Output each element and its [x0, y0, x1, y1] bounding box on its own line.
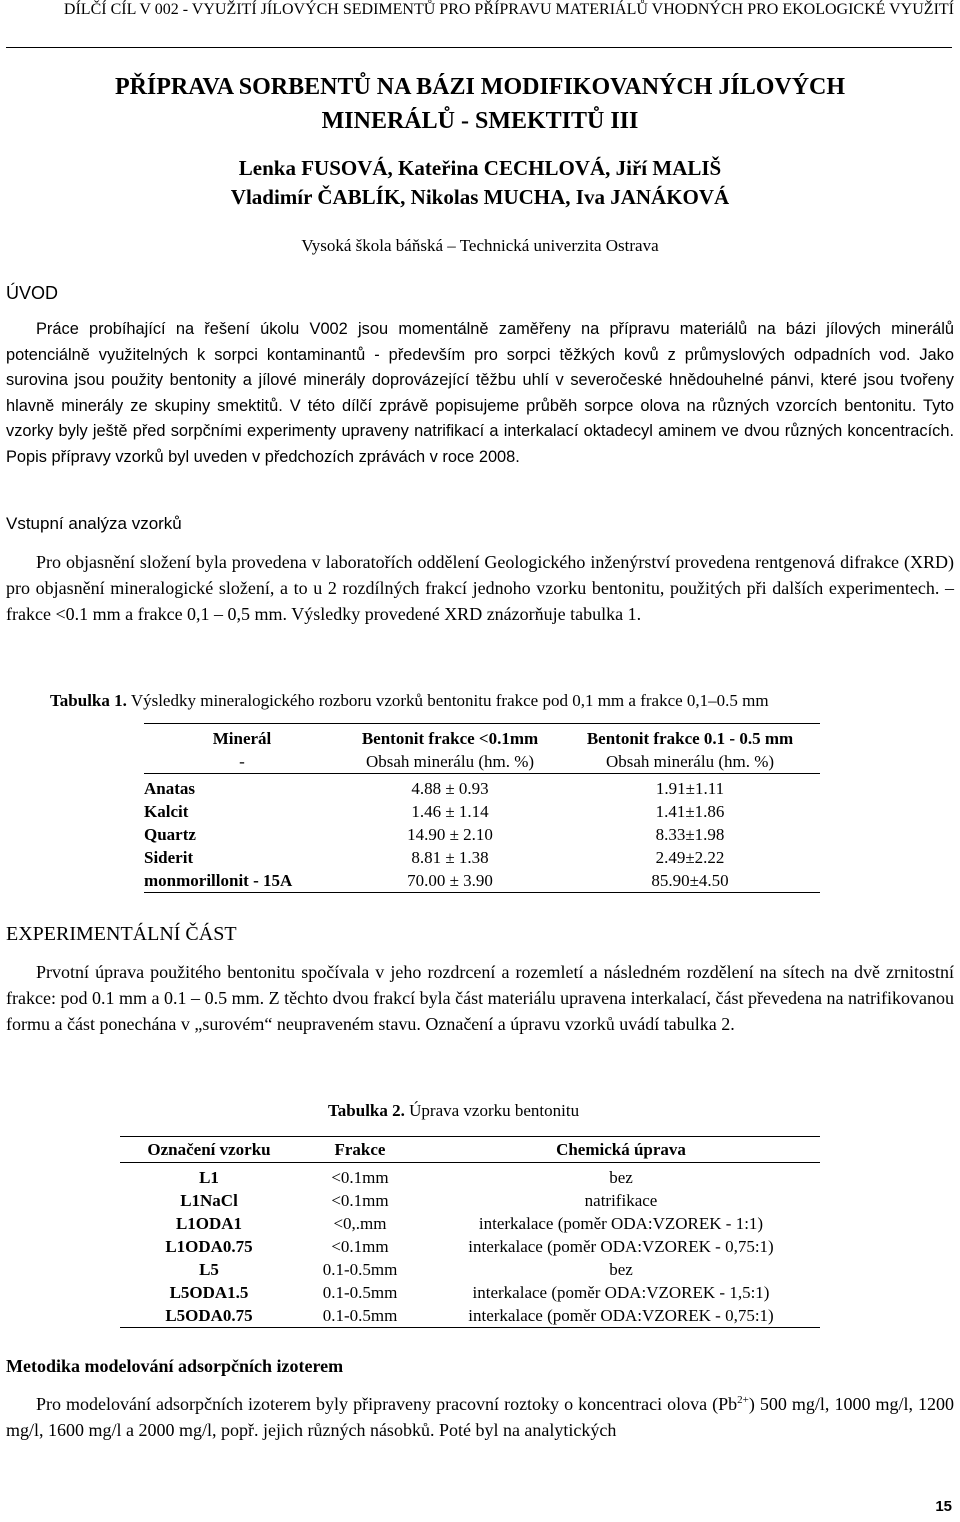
table1-header-row [144, 724, 820, 750]
table-row [120, 1281, 820, 1304]
article-title-line1: PŘÍPRAVA SORBENTŮ NA BÁZI MODIFIKOVANÝCH JÍLOVÝCH [114, 74, 846, 100]
paragraph-uvod: Práce probíhající na řešení úkolu V002 jsou momentálně zaměřeny na přípravu materiálů na bázi jílových minerálů potenciálně využitelných k sorpci kontaminantů - především pro sorpci těžkých kovů z průmyslových odpadních vod. Jako surovina jsou použity bentonity a jílové minerály doprovázející těžbu uhlí v severočeské hnědouhelné pánvi, které jsou tvořeny hlavně minerály ze skupiny smektitů. V této dílčí zprávě popisujeme průběh sorpce olova na různých vzorcích bentonitu. Tyto vzorky byly ještě před sorpčními experimenty upraveny natrifikací a interkalací oktadecyl aminem ve dvou různých koncentracích. Popis přípravy vzorků byl uveden v předchozích zprávách v roce 2008. [6, 320, 954, 466]
table2-caption-label: Tabulka 2. [328, 1101, 405, 1120]
table1-coarse: 1.41±1.86 [655, 802, 725, 821]
table1-caption [50, 690, 950, 712]
section-heading-experimental: EXPERIMENTÁLNÍ ČÁST [6, 923, 237, 945]
table1-coarse: 85.90±4.50 [560, 869, 820, 893]
page-number: 15 [935, 1498, 952, 1515]
paragraph-vstupni: Pro objasnění složení byla provedena v laboratořích oddělení Geologického inženýrství provedena rentgenová difrakce (XRD) pro objasnění mineralogické složení, a to u 2 rozdílných frakcí jednoho vzorku bentonitu, použitých při dalších experimentech. – frakce <0.1 mm a frakce 0,1 – 0,5 mm. Výsledky provedené XRD znázorňuje tabulka 1. [6, 552, 954, 624]
table1-col-mineral: Minerál [212, 729, 272, 748]
table2-treatment: interkalace (poměr ODA:VZOREK - 1,5:1) [472, 1283, 770, 1302]
section-heading-vstupni: Vstupní analýza vzorků [6, 514, 182, 533]
table1-sub-fine: Obsah minerálu (hm. %) [340, 750, 560, 774]
article-authors [0, 154, 960, 212]
sample-table [120, 1136, 820, 1328]
table2-fraction: <0,.mm [333, 1214, 387, 1233]
table1-caption-label: Tabulka 1. [50, 691, 127, 710]
table1-caption-text: Výsledky mineralogického rozboru vzorků bentonitu frakce pod 0,1 mm a frakce 0,1–0.5 mm [126, 691, 769, 710]
article-title-line2: MINERÁLŮ - SMEKTITŮ III [321, 108, 639, 134]
table1-mineral: Anatas [144, 779, 196, 798]
table-row [144, 823, 820, 846]
table1-sub-coarse: Obsah minerálu (hm. %) [560, 750, 820, 774]
metodika-text-part1: Pro modelování adsorpčních izoterem byly připraveny pracovní roztoky o koncentraci olova (Pb [36, 1394, 738, 1414]
table2-fraction: <0.1mm [331, 1237, 389, 1256]
table2-treatment: interkalace (poměr ODA:VZOREK - 0,75:1) [468, 1237, 774, 1256]
table2-header-row [120, 1137, 820, 1163]
table2-treatment: interkalace (poměr ODA:VZOREK - 0,75:1) [422, 1304, 820, 1328]
paragraph-experimental: Prvotní úprava použitého bentonitu spočívala v jeho rozdrcení a rozemletí a následném rozdělení na sítech na dvě zrnitostní frakce: pod 0.1 mm a 0.1 – 0.5 mm. Z těchto dvou frakcí byla část materiálu upravena interkalací, část převedena na natrifikovanou formu a část ponechána v „surovém“ neupraveném stavu. Označení a úpravu vzorků uvádí tabulka 2. [6, 962, 954, 1034]
table-row [144, 869, 820, 893]
table1-col-fine: Bentonit frakce <0.1mm [361, 729, 539, 748]
table1-subheader-row [144, 750, 820, 774]
table1-coarse: 1.91±1.11 [655, 779, 725, 798]
table1-coarse: 2.49±2.22 [655, 848, 725, 867]
table2-sample: L5ODA0.75 [120, 1304, 298, 1328]
table2-treatment: interkalace (poměr ODA:VZOREK - 1:1) [478, 1214, 764, 1233]
table-row [144, 846, 820, 869]
table1-mineral: Quartz [144, 825, 196, 844]
table2-col-sample: Označení vzorku [120, 1137, 298, 1163]
table1-col-coarse: Bentonit frakce 0.1 - 0.5 mm [586, 729, 794, 748]
authors-line1: Lenka FUSOVÁ, Kateřina CECHLOVÁ, Jiří MALIŠ [238, 156, 722, 180]
authors-line2: Vladimír ČABLÍK, Nikolas MUCHA, Iva JANÁKOVÁ [230, 185, 730, 209]
section-heading-metodika: Metodika modelování adsorpčních izoterem [6, 1356, 344, 1376]
table-row [144, 774, 820, 801]
metodika-text-part2: ) 500 mg/l, 1000 mg/l, 1200 mg/l, 1600 mg/l a 2000 mg/l, popř. jejich různých násobků. Poté byl na analytických [6, 1394, 955, 1440]
metodika-superscript: 2+ [737, 1394, 749, 1406]
table2-fraction: 0.1-0.5mm [322, 1260, 398, 1279]
table1-fine: 1.46 ± 1.14 [411, 802, 489, 821]
table-row [120, 1212, 820, 1235]
table-row [120, 1189, 820, 1212]
table2-sample: L5ODA1.5 [169, 1283, 249, 1302]
table2-fraction: 0.1-0.5mm [298, 1304, 422, 1328]
table2-sample: L1ODA1 [175, 1214, 243, 1233]
table1-fine: 70.00 ± 3.90 [340, 869, 560, 893]
table1-fine: 14.90 ± 2.10 [407, 825, 493, 844]
header-rule [6, 47, 952, 48]
table2-fraction: 0.1-0.5mm [322, 1283, 398, 1302]
table2-sample: L5 [199, 1260, 219, 1279]
affiliation: Vysoká škola báňská – Technická univerzita Ostrava [301, 236, 659, 255]
table2-col-treatment: Chemická úprava [422, 1137, 820, 1163]
section-heading-uvod: ÚVOD [6, 283, 59, 303]
table-row [120, 1235, 820, 1258]
table2-treatment: natrifikace [584, 1191, 658, 1210]
article-title [0, 70, 960, 138]
table2-caption-text: Úprava vzorku bentonitu [404, 1101, 580, 1120]
table2-treatment: bez [609, 1168, 633, 1187]
mineral-table [144, 723, 820, 893]
table2-col-fraction: Frakce [298, 1137, 422, 1163]
table1-mineral: Siderit [144, 848, 194, 867]
table2-sample: L1NaCl [180, 1191, 238, 1210]
table2-caption [328, 1100, 928, 1122]
table2-treatment: bez [609, 1260, 633, 1279]
table-row [144, 800, 820, 823]
table-row [120, 1258, 820, 1281]
table2-fraction: <0.1mm [331, 1168, 389, 1187]
table-row [120, 1163, 820, 1190]
table1-fine: 4.88 ± 0.93 [411, 779, 489, 798]
table1-fine: 8.81 ± 1.38 [411, 848, 489, 867]
running-header: DÍLČÍ CÍL V 002 - VYUŽITÍ JÍLOVÝCH SEDIMENTŮ PRO PŘÍPRAVU MATERIÁLŮ VHODNÝCH PRO EKOLOGICKÉ VYUŽITÍ [63, 1, 954, 18]
table-row [120, 1304, 820, 1328]
table1-sub-mineral: - [144, 750, 340, 774]
table1-mineral: Kalcit [144, 802, 189, 821]
table2-sample: L1ODA0.75 [165, 1237, 253, 1256]
table2-fraction: <0.1mm [331, 1191, 389, 1210]
table1-mineral: monmorillonit - 15A [144, 869, 340, 893]
paragraph-metodika [6, 1392, 954, 1444]
table2-sample: L1 [199, 1168, 219, 1187]
table1-coarse: 8.33±1.98 [655, 825, 725, 844]
